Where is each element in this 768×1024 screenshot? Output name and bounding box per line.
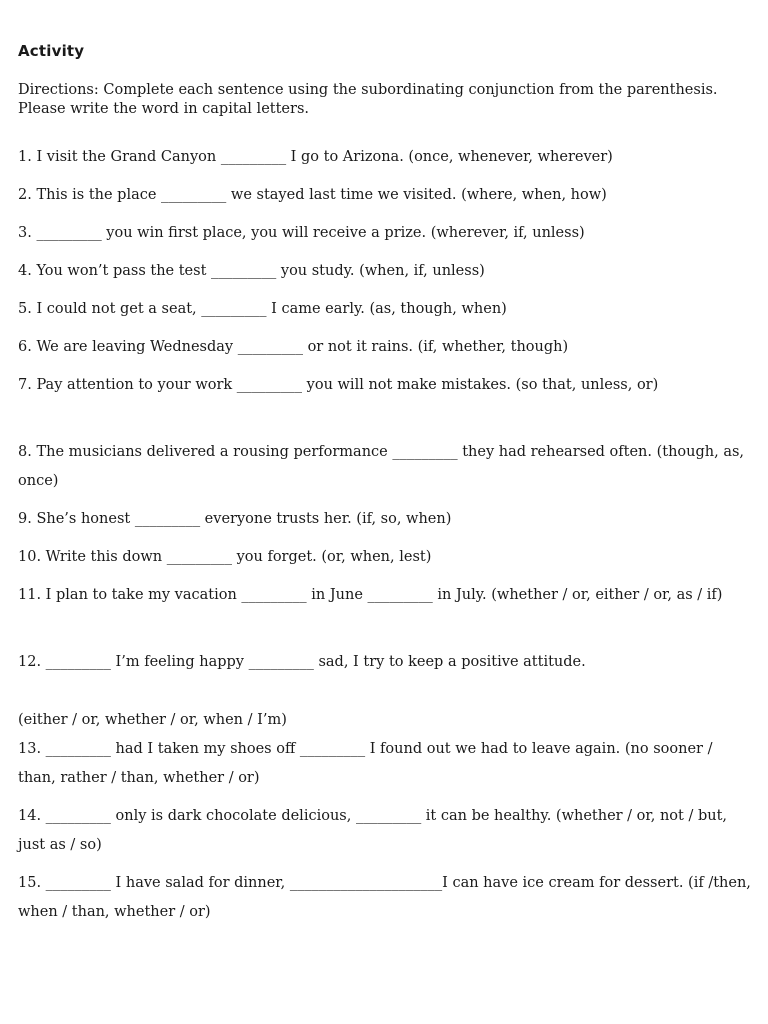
question-10: 10. Write this down _________ you forget. (or, when, lest) <box>18 549 432 565</box>
question-15: 15. _________ I have salad for dinner, _____________________I can have ice cream for dessert. (if /then, when / than, whether / or) <box>18 875 751 920</box>
directions-text: Directions: Complete each sentence using the subordinating conjunction from the parenthesis. Please write the word in capital letters. <box>18 82 718 117</box>
activity-title: Activity <box>18 42 85 60</box>
question-12-options: (either / or, whether / or, when / I’m) <box>18 712 287 728</box>
question-5: 5. I could not get a seat, _________ I came early. (as, though, when) <box>18 301 507 317</box>
question-1: 1. I visit the Grand Canyon _________ I go to Arizona. (once, whenever, wherever) <box>18 149 613 165</box>
question-2: 2. This is the place _________ we stayed last time we visited. (where, when, how) <box>18 187 607 203</box>
question-12: 12. _________ I’m feeling happy _________ sad, I try to keep a positive attitude. <box>18 654 586 670</box>
question-7: 7. Pay attention to your work _________ you will not make mistakes. (so that, unless, or) <box>18 377 659 393</box>
question-3: 3. _________ you win first place, you will receive a prize. (wherever, if, unless) <box>18 225 585 241</box>
question-8: 8. The musicians delivered a rousing performance _________ they had rehearsed often. (though, as, once) <box>18 444 745 489</box>
question-9: 9. She’s honest _________ everyone trusts her. (if, so, when) <box>18 511 452 527</box>
question-6: 6. We are leaving Wednesday _________ or not it rains. (if, whether, though) <box>18 339 569 355</box>
question-4: 4. You won’t pass the test _________ you study. (when, if, unless) <box>18 263 485 279</box>
question-14: 14. _________ only is dark chocolate delicious, _________ it can be healthy. (whether / or, not / but, just as / so) <box>18 808 728 853</box>
question-11: 11. I plan to take my vacation _________ in June _________ in July. (whether / or, either / or, as / if) <box>18 587 723 603</box>
question-13: 13. _________ had I taken my shoes off _________ I found out we had to leave again. (no sooner / than, rather / than, whether / or) <box>18 741 713 786</box>
